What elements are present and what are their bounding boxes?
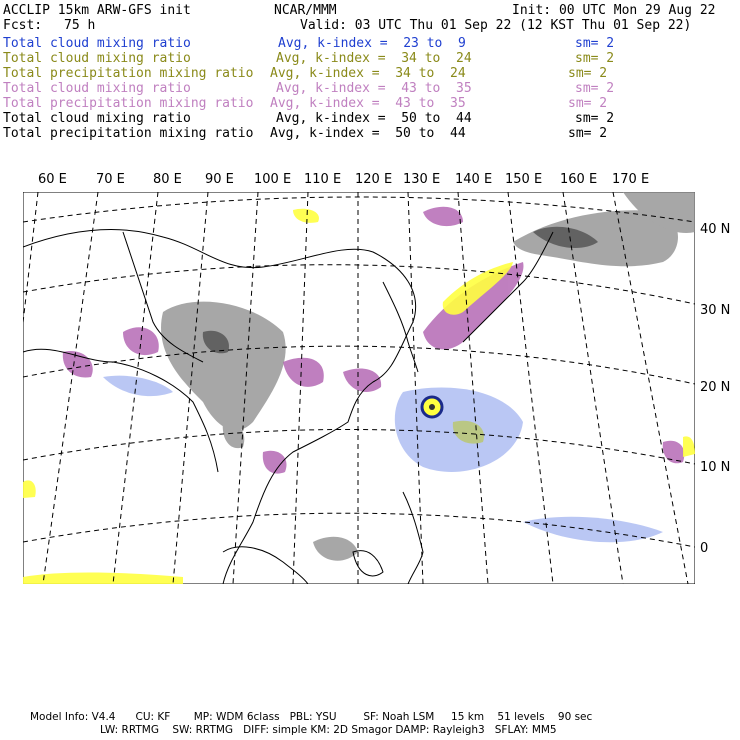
lat-label: 30 N xyxy=(700,303,731,318)
field-sm: sm= 2 xyxy=(575,36,615,51)
field-sm: sm= 2 xyxy=(568,96,608,111)
field-sm: sm= 2 xyxy=(575,81,615,96)
lon-label: 90 E xyxy=(205,172,234,187)
lon-label: 80 E xyxy=(153,172,182,187)
lon-label: 170 E xyxy=(612,172,650,187)
forecast-map xyxy=(23,192,695,584)
model-title: ACCLIP 15km ARW-GFS init xyxy=(3,3,191,18)
lon-label: 60 E xyxy=(38,172,67,187)
forecast-hours: 75 h xyxy=(64,18,96,33)
field-name: Total precipitation mixing ratio xyxy=(3,126,254,141)
forecast-label: Fcst: xyxy=(3,18,43,33)
field-sm: sm= 2 xyxy=(568,66,608,81)
typhoon-eye xyxy=(422,397,442,417)
lon-label: 150 E xyxy=(505,172,543,187)
lat-label: 0 xyxy=(700,541,709,556)
lon-label: 120 E xyxy=(355,172,393,187)
init-time: Init: 00 UTC Mon 29 Aug 22 xyxy=(512,3,716,18)
field-avg: Avg, k-index = 50 to 44 xyxy=(276,111,472,126)
field-avg: Avg, k-index = 23 to 9 xyxy=(278,36,466,51)
lon-label: 70 E xyxy=(96,172,125,187)
field-name: Total cloud mixing ratio xyxy=(3,81,191,96)
model-info-line1: Model Info: V4.4 CU: KF MP: WDM 6class PBL: YSU SF: Noah LSM 15 km 51 levels 90 sec xyxy=(30,711,593,723)
lon-label: 130 E xyxy=(403,172,441,187)
field-avg: Avg, k-index = 50 to 44 xyxy=(270,126,466,141)
field-avg: Avg, k-index = 34 to 24 xyxy=(270,66,466,81)
lat-label: 20 N xyxy=(700,380,731,395)
field-sm: sm= 2 xyxy=(568,126,608,141)
field-sm: sm= 2 xyxy=(575,51,615,66)
field-avg: Avg, k-index = 43 to 35 xyxy=(276,81,472,96)
lon-label: 160 E xyxy=(560,172,598,187)
field-name: Total precipitation mixing ratio xyxy=(3,66,254,81)
field-name: Total cloud mixing ratio xyxy=(3,51,191,66)
lon-label: 100 E xyxy=(254,172,292,187)
lat-label: 10 N xyxy=(700,460,731,475)
field-avg: Avg, k-index = 34 to 24 xyxy=(276,51,472,66)
lon-label: 140 E xyxy=(455,172,493,187)
lon-label: 110 E xyxy=(304,172,342,187)
model-info-line2: LW: RRTMG SW: RRTMG DIFF: simple KM: 2D Smagor DAMP: Rayleigh3 SFLAY: MM5 xyxy=(100,724,557,736)
lat-label: 40 N xyxy=(700,222,731,237)
valid-time: Valid: 03 UTC Thu 01 Sep 22 (12 KST Thu 01 Sep 22) xyxy=(300,18,692,33)
field-name: Total cloud mixing ratio xyxy=(3,36,191,51)
center-name: NCAR/MMM xyxy=(274,3,337,18)
field-sm: sm= 2 xyxy=(575,111,615,126)
field-avg: Avg, k-index = 43 to 35 xyxy=(270,96,466,111)
field-name: Total cloud mixing ratio xyxy=(3,111,191,126)
field-name: Total precipitation mixing ratio xyxy=(3,96,254,111)
